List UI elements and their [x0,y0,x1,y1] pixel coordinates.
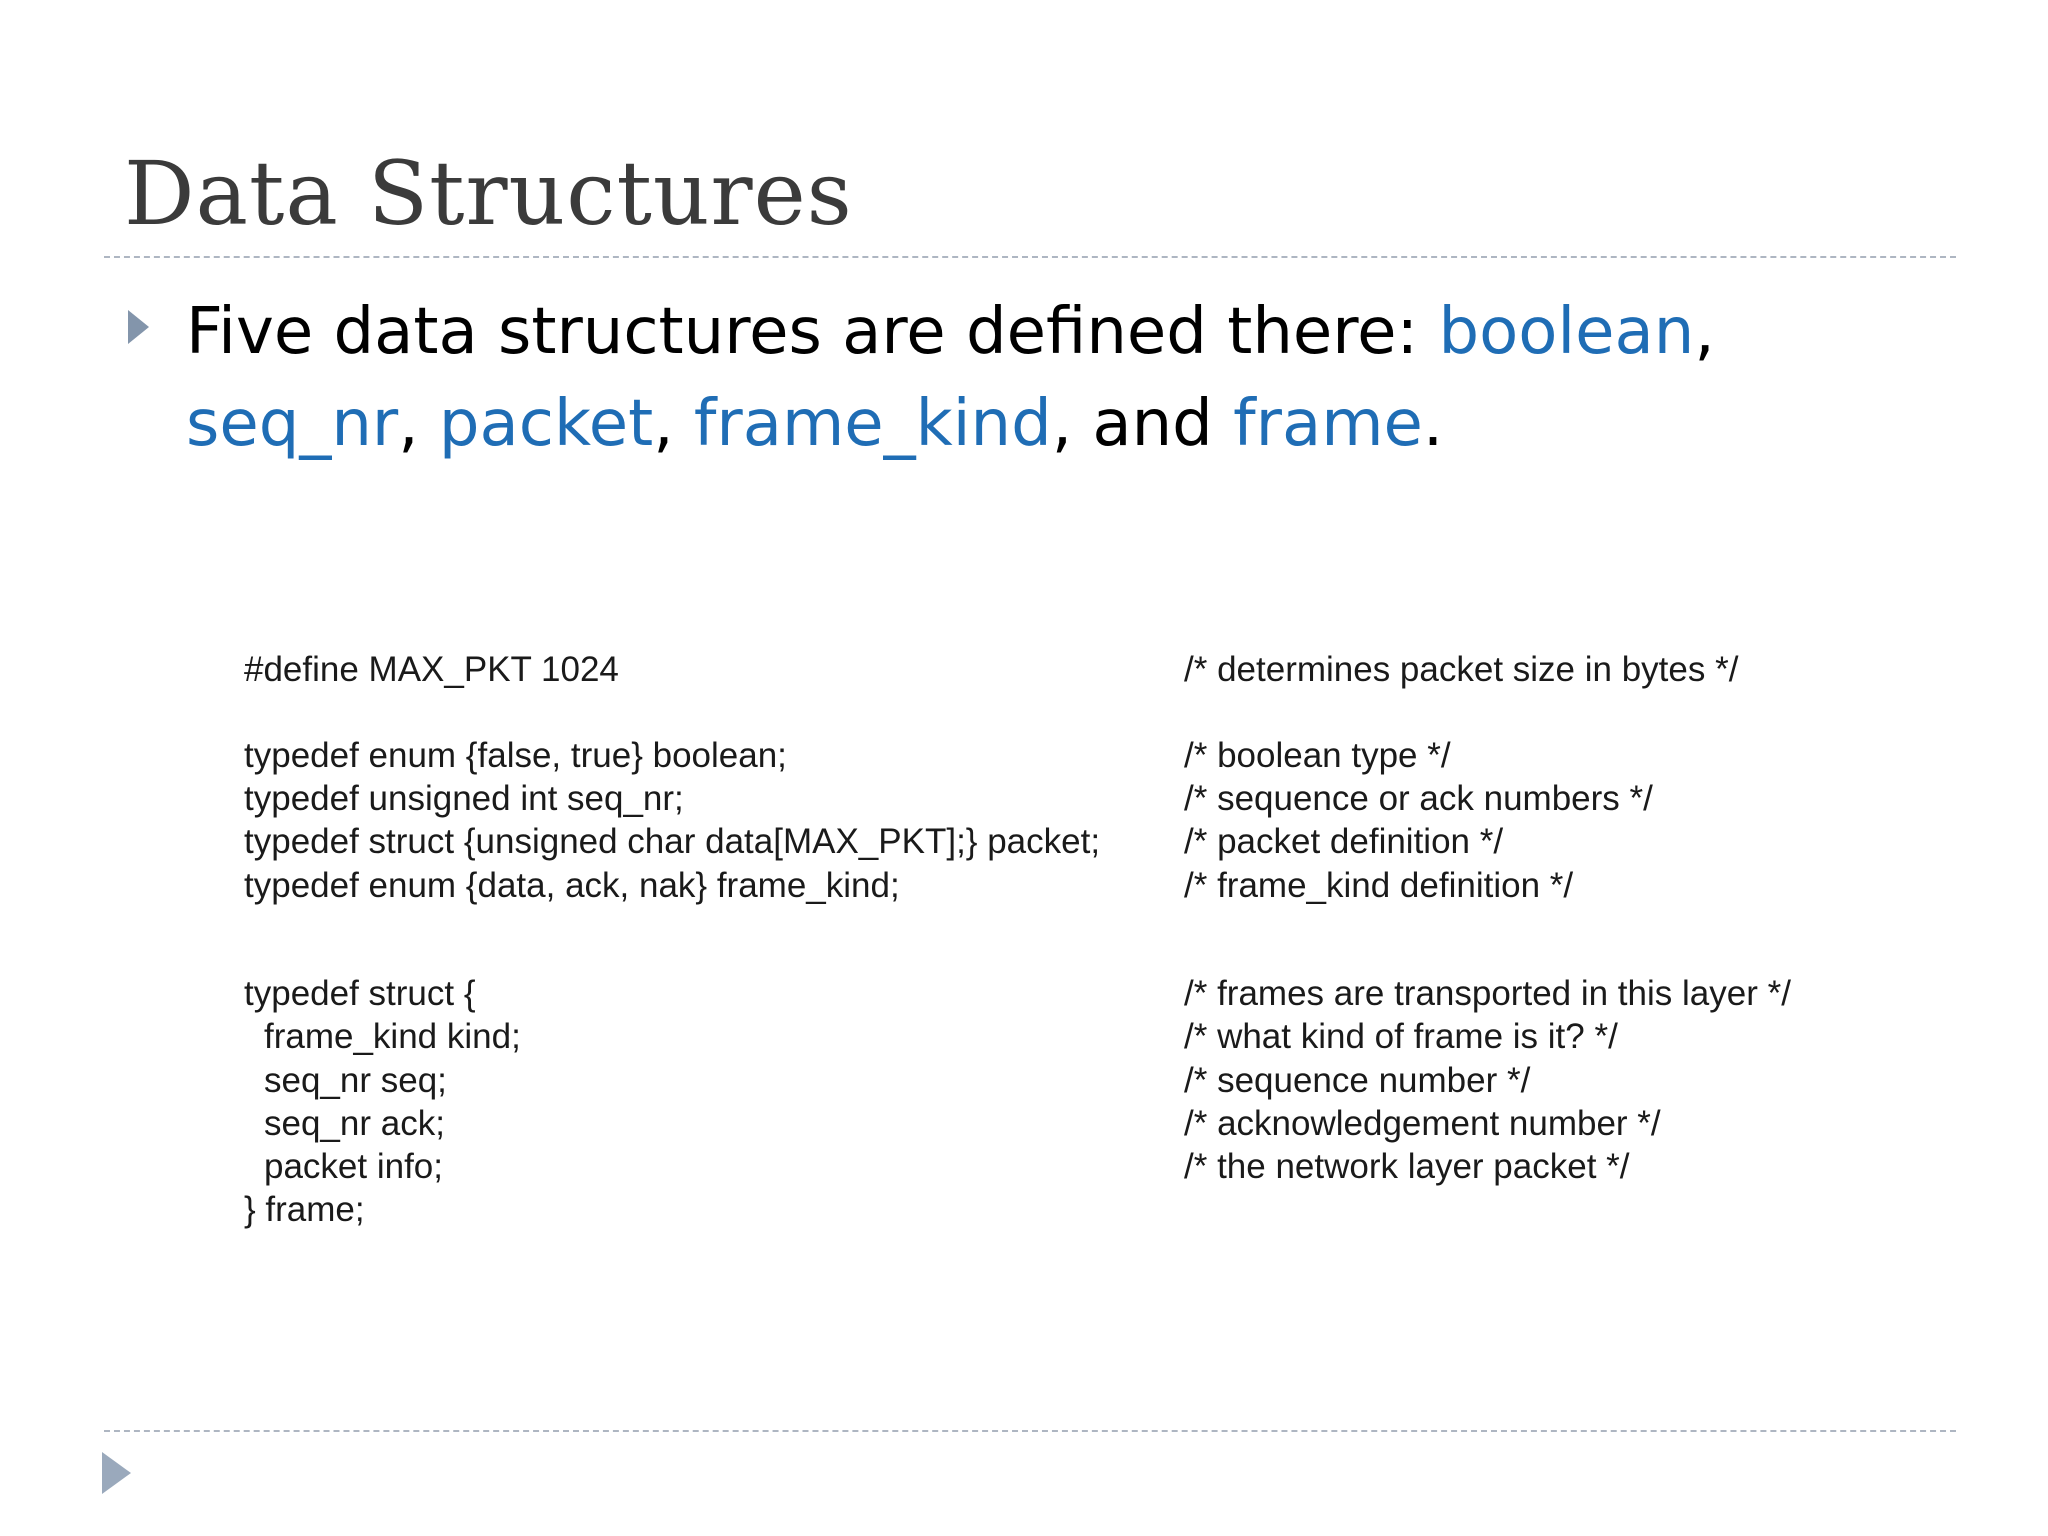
code-text: #define MAX_PKT 1024 [244,650,619,689]
code-line-define [244,650,1884,694]
code-line-seq-nr [244,779,1884,823]
code-line-field-ack [244,1104,1884,1148]
footer-divider [104,1430,1956,1432]
keyword-frame: frame [1233,387,1423,461]
title-divider [104,256,1956,258]
code-line-field-kind [244,1017,1884,1061]
code-text: seq_nr ack; [264,1104,445,1143]
code-comment: /* packet definition */ [1184,822,1504,861]
keyword-frame-kind: frame_kind [693,387,1052,461]
bullet-separator: , and [1051,387,1234,461]
code-comment: /* the network layer packet */ [1184,1147,1630,1186]
bullet-suffix: . [1422,387,1444,461]
slide-title: Data Structures [124,142,853,245]
code-comment: /* what kind of frame is it? */ [1184,1017,1618,1056]
code-line-boolean [244,736,1884,780]
keyword-packet: packet [438,387,654,461]
code-text: typedef enum {false, true} boolean; [244,736,787,775]
code-text: frame_kind kind; [264,1017,521,1056]
code-comment: /* determines packet size in bytes */ [1184,650,1739,689]
bullet-separator: , [398,387,439,461]
bullet-separator: , [653,387,694,461]
code-comment: /* boolean type */ [1184,736,1451,775]
code-line-frame-kind [244,866,1884,910]
bullet-text [186,286,1926,470]
keyword-seq-nr: seq_nr [186,387,399,461]
code-text: packet info; [264,1147,443,1186]
code-line-field-info [244,1147,1884,1191]
code-comment: /* frames are transported in this layer */ [1184,974,1791,1013]
bullet-separator: , [1694,295,1715,369]
code-text: typedef struct {unsigned char data[MAX_PKT];} packet; [244,822,1101,861]
code-text: typedef enum {data, ack, nak} frame_kind; [244,866,900,905]
code-comment: /* acknowledgement number */ [1184,1104,1661,1143]
code-line-struct-open [244,974,1884,1018]
keyword-boolean: boolean [1438,295,1695,369]
bullet-triangle-icon [128,310,149,344]
code-line-struct-close [244,1190,1884,1234]
bullet-prefix: Five data structures are defined there: [186,295,1439,369]
code-line-field-seq [244,1061,1884,1105]
code-text: } frame; [244,1190,365,1229]
code-comment: /* sequence or ack numbers */ [1184,779,1653,818]
code-comment: /* frame_kind definition */ [1184,866,1574,905]
next-slide-arrow-icon[interactable] [102,1452,131,1494]
code-line-packet [244,822,1884,866]
code-text: typedef struct { [244,974,476,1013]
code-comment: /* sequence number */ [1184,1061,1531,1100]
code-text: typedef unsigned int seq_nr; [244,779,684,818]
code-text: seq_nr seq; [264,1061,447,1100]
